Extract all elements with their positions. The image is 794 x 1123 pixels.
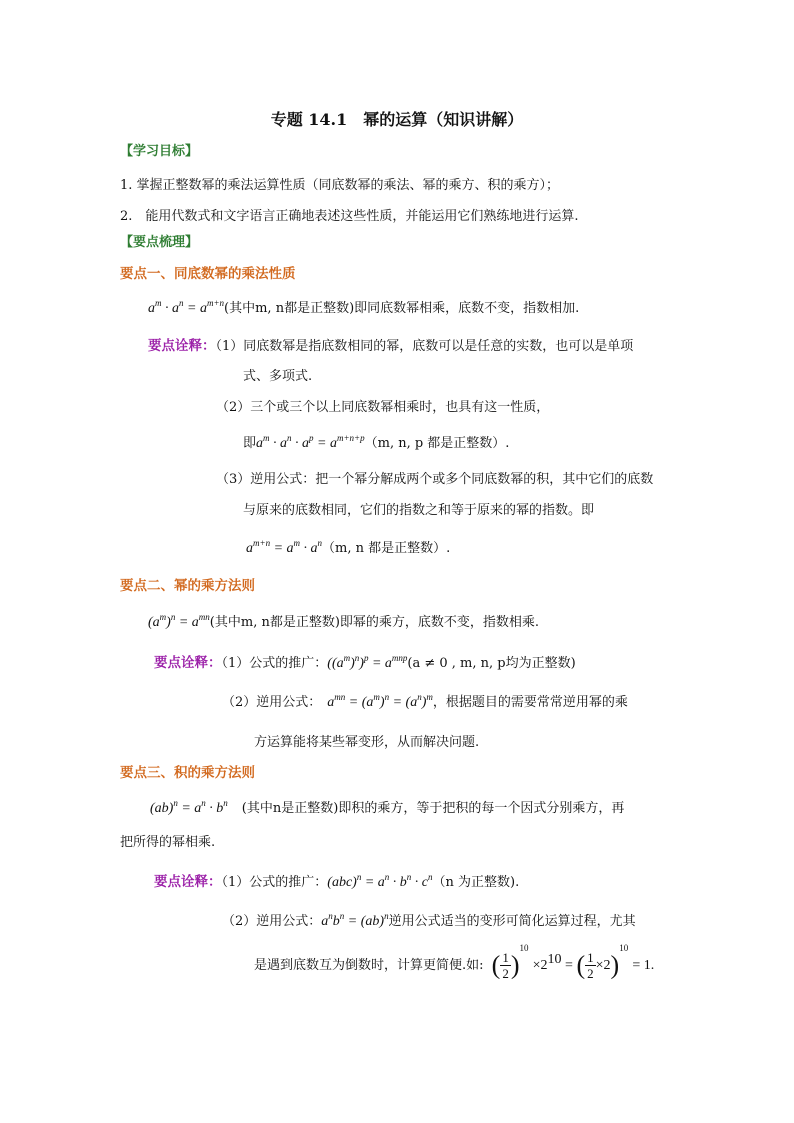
formula-power-inverse: $a^{mn} = (a^m)^n = (a^n)^m$ bbox=[327, 692, 433, 710]
section-1-note-3-formula bbox=[246, 537, 450, 557]
formula-inverse-product: $a^{m+n} = a^m \cdot a^n$ bbox=[246, 538, 323, 556]
goal-item-1: 1. 掌握正整数幂的乘法运算性质（同底数幂的乘法、幂的乘方、积的乘方）； bbox=[120, 178, 560, 193]
formula-triple-product: $a^m \cdot a^n \cdot a^p = a^{m+n+p}$ bbox=[256, 433, 365, 451]
section-3-note-line-1 bbox=[154, 870, 519, 891]
section-3-note-2: （2）逆用公式： bbox=[222, 914, 322, 929]
key-points-heading: 【要点梳理】 bbox=[120, 235, 199, 250]
section-2-note-2-cont: 方运算能将某些幂变形，从而解决问题. bbox=[254, 735, 480, 750]
section-3-note-1-suffix: （n 为正整数). bbox=[432, 875, 520, 890]
formula-product-power: $(ab)^n = a^n \cdot b^n$ bbox=[150, 798, 228, 816]
section-2-rule-text: (其中m, n都是正整数)即幂的乘方，底数不变，指数相乘. bbox=[209, 615, 540, 630]
section-1-note-1: （1）同底数幂是指底数相同的幂，底数可以是任意的实数，也可以是单项 bbox=[215, 339, 634, 354]
section-3-note-line-3 bbox=[254, 943, 655, 981]
section-1-note-2-formula bbox=[243, 432, 509, 452]
section-1-note-3-suffix: （m, n 都是正整数）. bbox=[322, 541, 451, 556]
section-3-rule bbox=[150, 797, 624, 817]
page-title: 专题 14.1 幂的运算（知识讲解） bbox=[270, 110, 524, 129]
section-1-note-label: 要点诠释： bbox=[148, 338, 216, 354]
section-2-heading: 要点二、幂的乘方法则 bbox=[120, 578, 255, 594]
section-2-note-1: （1）公式的推广： bbox=[221, 656, 328, 671]
section-3-heading: 要点三、积的乘方法则 bbox=[120, 765, 255, 781]
section-1-note-2-prefix: 即 bbox=[243, 436, 257, 451]
section-3-note-label: 要点诠释： bbox=[154, 874, 222, 890]
section-1-rule-text: (其中m, n都是正整数)即同底数幂相乘，底数不变，指数相加. bbox=[224, 301, 580, 316]
section-3-note-1: （1）公式的推广： bbox=[221, 875, 328, 890]
section-2-rule bbox=[148, 611, 539, 631]
section-1-note-line-1 bbox=[148, 334, 633, 354]
section-3-rule-cont: 把所得的幂相乘. bbox=[120, 835, 216, 850]
section-3-rule-text: (其中n是正整数)即积的乘方，等于把积的每一个因式分别乘方，再 bbox=[241, 801, 625, 816]
section-2-note-1-suffix: (a ≠ 0 , m, n, p均为正整数) bbox=[407, 656, 576, 671]
formula-power-generalized: $((a^m)^n)^p = a^{mnp}$ bbox=[327, 653, 408, 671]
formula-power-of-power: $(a^m)^n = a^{mn}$ bbox=[148, 612, 210, 630]
section-1-note-1-cont: 式、多项式. bbox=[243, 369, 313, 384]
section-1-rule bbox=[148, 297, 579, 317]
formula-product-rule: $a^m \cdot a^n = a^{m+n}$ bbox=[148, 298, 225, 316]
section-1-note-3: （3）逆用公式：把一个幂分解成两个或多个同底数幂的积，其中它们的底数 bbox=[216, 472, 654, 487]
section-2-note-2-suffix: ，根据题目的需要常常逆用幂的乘 bbox=[432, 695, 628, 710]
section-2-note-label: 要点诠释： bbox=[154, 655, 222, 671]
learning-goals-heading: 【学习目标】 bbox=[120, 144, 199, 159]
section-1-note-2: （2）三个或三个以上同底数幂相乘时，也具有这一性质， bbox=[216, 400, 550, 415]
goal-item-2: 2. 能用代数式和文字语言正确地表述这些性质，并能运用它们熟练地进行运算. bbox=[120, 209, 579, 224]
formula-reciprocal-example: ( $\frac{1}{2}$ )$^{10} \times 2^{10}$ = ( $\frac{1}{2}$ ×2)$^{10}$ = 1. bbox=[491, 943, 655, 981]
section-2-note-2: （2）逆用公式： bbox=[222, 695, 322, 710]
section-1-note-2-suffix: （m, n, p 都是正整数）. bbox=[364, 436, 510, 451]
section-1-note-3-cont: 与原来的底数相同，它们的指数之和等于原来的幂的指数。即 bbox=[243, 503, 595, 518]
section-2-note-line-1 bbox=[154, 651, 576, 672]
formula-product-power-generalized: $(abc)^n = a^n \cdot b^n \cdot c^n$ bbox=[327, 872, 433, 890]
section-1-heading: 要点一、同底数幂的乘法性质 bbox=[120, 266, 296, 282]
section-3-note-2-cont: 是遇到底数互为倒数时，计算更简便.如: bbox=[254, 958, 484, 973]
formula-product-power-inverse: $a^nb^n = (ab)^n$ bbox=[321, 911, 389, 929]
section-2-note-line-2 bbox=[222, 691, 628, 711]
section-3-note-line-2 bbox=[222, 910, 636, 930]
section-3-note-2-suffix: 逆用公式适当的变形可简化运算过程，尤其 bbox=[388, 914, 636, 929]
